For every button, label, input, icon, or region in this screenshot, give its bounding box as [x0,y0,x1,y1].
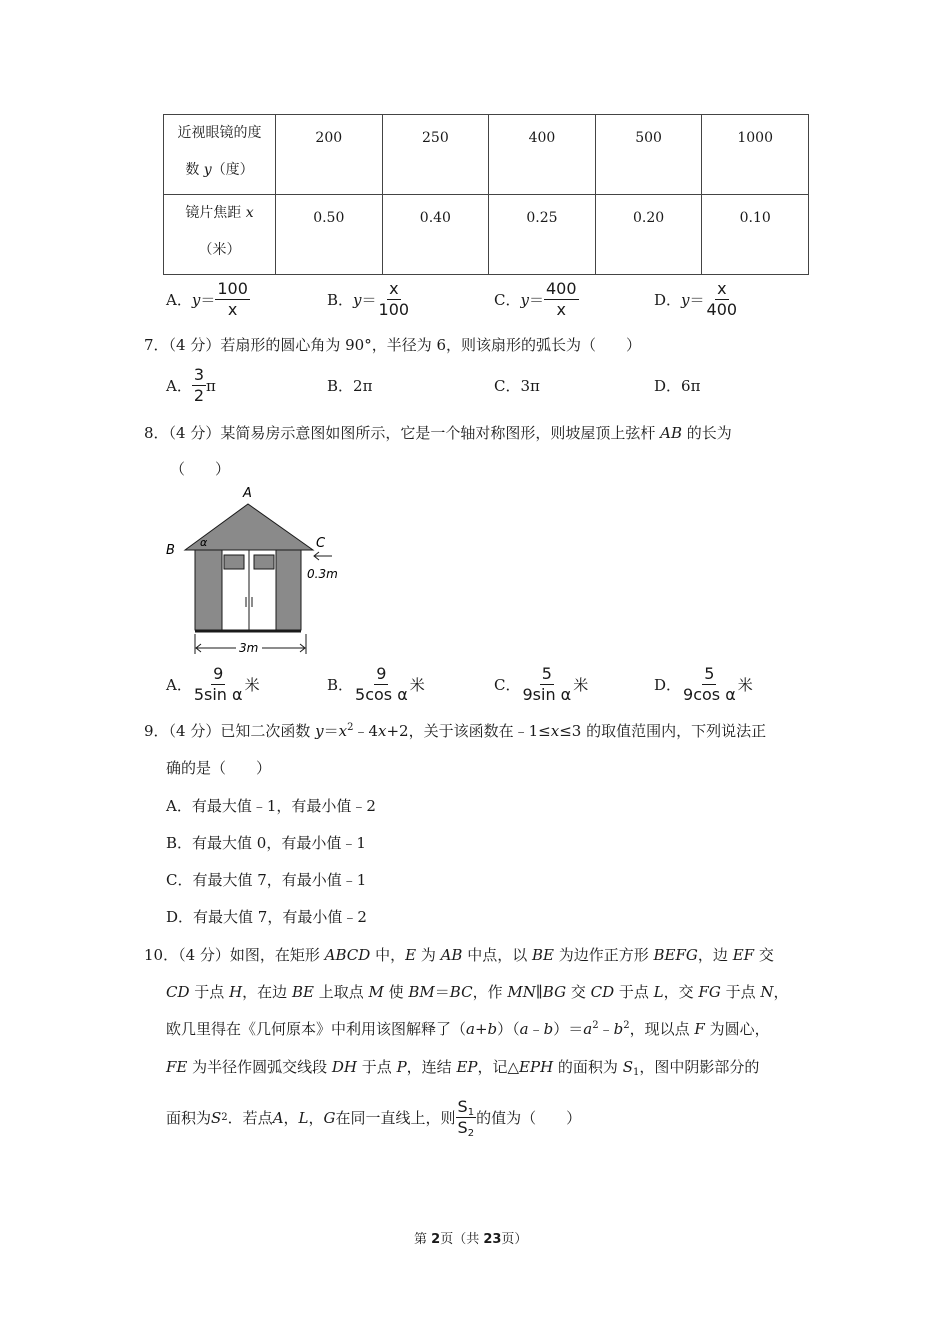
q10-question-line5: 面积为 S 2 ．若点 A ， L ， G 在同一直线上，则 $\frac{S_1}{S_2}$ 的值为（ ） [166,1097,582,1139]
fraction: $\frac{9}{\text{5sin α}}$ [193,664,243,704]
label-c: C [316,536,326,551]
header-text: （米） [198,242,241,258]
q8-option-a: A． $\frac{9}{\text{5sin α}}$ 米 [166,664,260,704]
header-text: 镜片焦距 x [185,205,254,221]
label-alpha: α [200,536,208,549]
q7-option-c: C． 3π [494,376,540,395]
table-cell: 200 [276,115,383,195]
q7-option-a: A． $\frac{3}{2}$ π [166,365,216,405]
q6-option-a: A． y ＝ $\frac{100}{x}$ [166,279,248,319]
fraction: $\frac{5}{\text{9sin α}}$ [522,664,572,704]
label-b: B [166,543,175,558]
label-0-3m: 0.3m [307,567,338,581]
table-row [164,195,809,275]
q8-option-c: C． $\frac{5}{\text{9sin α}}$ 米 [494,664,589,704]
q10-question-line4: FE 为半径作圆弧交线段 DH 于点 P，连结 EP，记△EPH 的面积为 $S_1$，图中阴影部分的 [166,1058,760,1078]
fraction: $\frac{5}{\text{9cos α}}$ [683,664,736,704]
fraction: $\frac{400}{x}$ [545,279,577,319]
q9-option-a: A．有最大值﹣1，有最小值﹣2 [166,797,376,815]
q6-option-d: D． y ＝ $\frac{x}{400}$ [654,279,738,319]
table-row-header [164,195,276,275]
fraction: $\frac{100}{x}$ [217,279,248,319]
fraction: $\frac{9}{\text{5cos α}}$ [355,664,408,704]
header-text: 近视眼镜的度 [177,125,262,141]
q9-question-line1: 9．（4 分）已知二次函数 $y=x^2﹣4x+2$，关于该函数在﹣1≤x≤3 的取值范围内，下列说法正 [144,722,767,740]
q10-question-line2: CD 于点 H，在边 BE 上取点 M 使 BM＝BC，作 MN∥BG 交 CD 于点 L，交 FG 于点 N， [166,983,789,1001]
q8-option-b: B． $\frac{9}{\text{5cos α}}$ 米 [327,664,425,704]
q6-option-b: B． y ＝ $\frac{x}{100}$ [327,279,410,319]
table-cell: 250 [382,115,489,195]
q9-option-d: D．有最大值 7，有最小值﹣2 [166,908,367,926]
table-cell: 0.50 [276,195,383,275]
q7-question: 7．（4 分）若扇形的圆心角为 90°，半径为 6，则该扇形的弧长为（ ） [144,336,642,354]
table-row-header [164,115,276,195]
fraction: $\frac{S_1}{S_2}$ [457,1097,475,1139]
fraction: $\frac{x}{100}$ [378,279,410,319]
q6-option-c: C． y ＝ $\frac{400}{x}$ [494,279,577,319]
q9-option-c: C．有最大值 7，有最小值﹣1 [166,871,367,889]
table-cell: 500 [595,115,702,195]
lens-data-table [163,114,809,275]
table-row [164,115,809,195]
page-footer: 第 2页（共 23页） [414,1232,528,1247]
q8-question-line2: （ ） [170,460,231,478]
q7-option-b: B． 2π [327,376,373,395]
label-a: A [243,486,252,501]
q10-question-line3: 欧几里得在《几何原本》中利用该图解释了$(a+b)(a﹣b)=a^2﹣b^2$，现以点 F 为圆心， [166,1020,770,1038]
q9-question-line2: 确的是（ ） [166,759,272,777]
label-3m: 3m [239,641,259,655]
table-cell: 0.10 [702,195,809,275]
table-cell: 400 [489,115,596,195]
house-figure [160,482,350,660]
q8-question-line1: 8．（4 分）某简易房示意图如图所示，它是一个轴对称图形，则坡屋顶上弦杆 AB 的长为 [144,424,732,442]
q8-option-d: D． $\frac{5}{\text{9cos α}}$ 米 [654,664,753,704]
table-cell: 0.20 [595,195,702,275]
q9-option-b: B．有最大值 0，有最小值﹣1 [166,834,366,852]
table-cell: 1000 [702,115,809,195]
fraction: $\frac{3}{2}$ [193,365,205,405]
fraction: $\frac{x}{400}$ [706,279,738,319]
q10-question-line1: 10．（4 分）如图，在矩形 ABCD 中，E 为 AB 中点，以 BE 为边作正方形 BEFG，边 EF 交 [144,946,774,964]
q7-option-d: D． 6π [654,376,701,395]
header-text: 数 y（度） [185,162,254,178]
table-cell: 0.25 [489,195,596,275]
table-cell: 0.40 [382,195,489,275]
